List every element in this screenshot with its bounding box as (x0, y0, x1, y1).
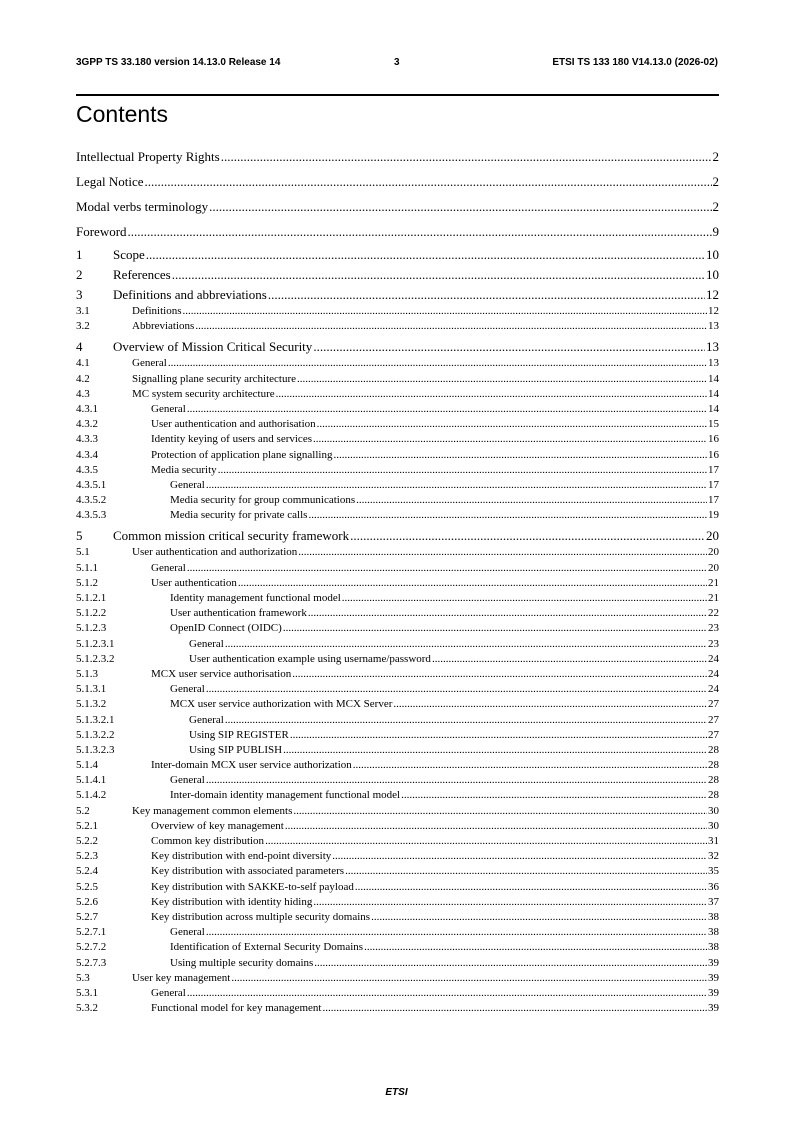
toc-section-number: 4.1 (76, 357, 90, 370)
toc-leader-dots (225, 637, 707, 652)
toc-entry-title: User authentication and authorization (132, 546, 298, 559)
table-of-contents (76, 147, 719, 1016)
toc-entry[interactable] (76, 172, 719, 197)
toc-page-number: 28 (708, 743, 719, 756)
toc-page-number: 36 (708, 880, 719, 893)
toc-entry-title: Key distribution across multiple security domains (151, 910, 371, 923)
toc-entry-title: Using multiple security domains (170, 956, 314, 969)
toc-entry[interactable] (76, 773, 719, 788)
toc-leader-dots (206, 773, 707, 788)
toc-leader-dots (332, 849, 707, 864)
toc-entry[interactable] (76, 758, 719, 773)
toc-leader-dots (187, 561, 707, 576)
toc-leader-dots (308, 508, 707, 523)
toc-leader-dots (353, 758, 707, 773)
toc-leader-dots (313, 339, 705, 354)
toc-section-number: 5.2.7.3 (76, 956, 107, 969)
toc-page-number: 38 (708, 910, 719, 923)
toc-entry[interactable] (76, 304, 719, 319)
toc-leader-dots (355, 880, 707, 895)
toc-section-number: 5.1 (76, 546, 90, 559)
toc-entry[interactable] (76, 895, 719, 910)
toc-page-number: 19 (708, 509, 719, 522)
toc-page-number: 10 (706, 247, 719, 262)
toc-entry-title: General (189, 637, 224, 650)
toc-entry-title: Scope (113, 247, 145, 262)
toc-entry-title: User authentication (151, 576, 237, 589)
toc-leader-dots (225, 713, 707, 728)
toc-page-number: 28 (708, 759, 719, 772)
toc-entry-title: Key distribution with SAKKE-to-self payload (151, 880, 354, 893)
toc-leader-dots (356, 493, 707, 508)
toc-section-number: 5.2.7.1 (76, 926, 107, 939)
toc-section-number: 5.3.1 (76, 986, 98, 999)
toc-page-number: 38 (708, 941, 719, 954)
toc-entry[interactable] (76, 834, 719, 849)
toc-entry[interactable] (76, 147, 719, 172)
toc-page-number: 14 (708, 387, 719, 400)
toc-section-number: 5.1.3.1 (76, 683, 107, 696)
toc-entry-title: General (151, 402, 186, 415)
toc-entry[interactable] (76, 287, 719, 302)
toc-entry[interactable] (76, 508, 719, 523)
toc-entry-title: MCX user service authorisation (151, 667, 292, 680)
toc-page-number: 20 (706, 528, 719, 544)
toc-page-number: 30 (708, 819, 719, 832)
toc-entry[interactable] (76, 880, 719, 895)
toc-section-number: 3.2 (76, 320, 90, 333)
toc-entry-title: Intellectual Property Rights (76, 149, 220, 164)
toc-leader-dots (265, 834, 707, 849)
toc-entry[interactable] (76, 606, 719, 621)
toc-section-number: 5.2 (76, 804, 90, 817)
toc-page-number: 20 (708, 561, 719, 574)
toc-entry-title: MCX user service authorization with MCX Server (170, 698, 393, 711)
toc-section-number: 5.1.2.3.1 (76, 637, 115, 650)
toc-entry[interactable] (76, 788, 719, 803)
toc-entry[interactable] (76, 267, 719, 282)
toc-entry-title: Overview of key management (151, 819, 284, 832)
toc-section-number: 5.1.3.2.3 (76, 743, 115, 756)
header-page-number: 3 (394, 57, 400, 68)
toc-leader-dots (290, 728, 707, 743)
toc-entry[interactable] (76, 463, 719, 478)
toc-entry[interactable] (76, 591, 719, 606)
toc-section-number: 2 (76, 267, 83, 282)
toc-leader-dots (276, 387, 707, 402)
toc-page-number: 9 (712, 224, 719, 239)
toc-leader-dots (283, 743, 707, 758)
toc-entry[interactable] (76, 652, 719, 667)
toc-leader-dots (231, 971, 707, 986)
toc-leader-dots (206, 478, 707, 493)
toc-entry[interactable] (76, 849, 719, 864)
toc-entry[interactable] (76, 417, 719, 432)
toc-page-number: 17 (708, 463, 719, 476)
toc-entry[interactable] (76, 864, 719, 879)
toc-entry[interactable] (76, 432, 719, 447)
toc-page-number: 20 (708, 546, 719, 559)
header-document-id: 3GPP TS 33.180 version 14.13.0 Release 14 (76, 57, 281, 68)
toc-entry-title: User authentication and authorisation (151, 418, 316, 431)
toc-entry[interactable] (76, 197, 719, 222)
toc-leader-dots (221, 147, 712, 167)
page-footer: ETSI (385, 1087, 408, 1098)
toc-entry-title: Protection of application plane signalling (151, 448, 333, 461)
toc-leader-dots (168, 356, 707, 371)
toc-section-number: 5.2.4 (76, 865, 98, 878)
toc-leader-dots (172, 267, 705, 282)
toc-page-number: 22 (708, 607, 719, 620)
toc-entry-title: Using SIP REGISTER (189, 728, 289, 741)
toc-entry-title: User key management (132, 971, 231, 984)
toc-entry-title: Identity management functional model (170, 592, 341, 604)
toc-entry-title: General (151, 561, 186, 574)
toc-leader-dots (401, 788, 707, 803)
toc-entry-title: User authentication framework (170, 607, 307, 620)
toc-section-number: 5.1.3 (76, 667, 98, 680)
toc-entry[interactable] (76, 940, 719, 955)
toc-page-number: 24 (708, 652, 719, 665)
toc-section-number: 1 (76, 247, 83, 262)
toc-page-number: 13 (706, 339, 719, 355)
toc-entry-title: General (189, 713, 224, 726)
toc-entry-title: General (170, 926, 205, 939)
toc-page-number: 12 (706, 287, 719, 302)
toc-page-number: 35 (708, 865, 719, 878)
toc-leader-dots (297, 372, 707, 387)
toc-page-number: 13 (708, 357, 719, 370)
toc-entry[interactable] (76, 925, 719, 940)
toc-entry[interactable] (76, 697, 719, 712)
toc-entry[interactable] (76, 478, 719, 493)
toc-page-number: 31 (708, 835, 719, 847)
toc-leader-dots (283, 621, 707, 636)
toc-entry[interactable] (76, 448, 719, 463)
toc-entry[interactable] (76, 804, 719, 819)
toc-page-number: 37 (708, 895, 719, 908)
toc-page-number: 16 (708, 448, 719, 461)
toc-entry[interactable] (76, 339, 719, 354)
toc-entry-title: Definitions (132, 305, 182, 317)
toc-leader-dots (292, 667, 707, 682)
toc-entry-title: Key management common elements (132, 804, 293, 817)
toc-leader-dots (187, 986, 707, 1001)
toc-section-number: 4.3.3 (76, 433, 98, 446)
toc-page-number: 30 (708, 804, 719, 817)
toc-entry-title: Modal verbs terminology (76, 199, 209, 214)
toc-section-number: 4 (76, 339, 83, 355)
toc-page-number: 28 (708, 774, 719, 787)
toc-entry[interactable] (76, 528, 719, 543)
toc-page-number: 24 (708, 667, 719, 680)
toc-leader-dots (322, 1001, 707, 1016)
toc-entry[interactable] (76, 621, 719, 636)
toc-entry-title: General (151, 986, 186, 999)
toc-entry-title: General (170, 683, 205, 696)
toc-entry-title: OpenID Connect (OIDC) (170, 622, 282, 635)
toc-page-number: 16 (708, 433, 719, 446)
toc-entry-title: Media security (151, 463, 217, 476)
toc-leader-dots (364, 940, 707, 955)
toc-page-number: 38 (708, 926, 719, 939)
toc-section-number: 5.2.7 (76, 910, 98, 923)
toc-entry-title: Inter-domain MCX user service authorization (151, 759, 352, 772)
toc-page-number: 12 (708, 305, 719, 317)
toc-section-number: 5.1.3.2.1 (76, 713, 115, 726)
page-header (76, 57, 718, 71)
toc-entry[interactable] (76, 682, 719, 697)
toc-entry[interactable] (76, 956, 719, 971)
toc-entry[interactable] (76, 561, 719, 576)
toc-leader-dots (128, 222, 712, 242)
toc-leader-dots (350, 528, 705, 543)
toc-page-number: 27 (708, 698, 719, 711)
toc-leader-dots (317, 417, 707, 432)
toc-section-number: 4.3.2 (76, 418, 98, 431)
toc-entry-title: Key distribution with identity hiding (151, 895, 313, 908)
toc-entry[interactable] (76, 819, 719, 834)
toc-page-number: 27 (708, 728, 719, 741)
toc-entry-title: Foreword (76, 224, 127, 239)
toc-section-number: 5.3 (76, 971, 90, 984)
toc-section-number: 5.1.4.1 (76, 774, 107, 787)
toc-section-number: 4.3.1 (76, 402, 98, 415)
toc-leader-dots (183, 304, 708, 319)
toc-section-number: 4.3.5.3 (76, 509, 107, 522)
toc-entry[interactable] (76, 356, 719, 371)
toc-page-number: 21 (708, 592, 719, 604)
toc-entry-title: Key distribution with associated parameters (151, 865, 345, 878)
toc-entry-title: Identification of External Security Domains (170, 941, 364, 954)
toc-entry[interactable] (76, 222, 719, 247)
toc-entry[interactable] (76, 387, 719, 402)
toc-section-number: 5 (76, 528, 83, 544)
toc-page-number: 23 (708, 637, 719, 650)
toc-entry[interactable] (76, 1001, 719, 1016)
title-rule (76, 94, 719, 96)
toc-leader-dots (308, 606, 707, 621)
toc-page-number: 39 (708, 971, 719, 984)
toc-leader-dots (293, 804, 707, 819)
toc-page-number: 2 (712, 149, 719, 164)
toc-section-number: 5.1.4 (76, 759, 98, 772)
toc-entry-title: Inter-domain identity management functional model (170, 789, 401, 802)
toc-page-number: 23 (708, 622, 719, 635)
toc-section-number: 5.1.2 (76, 576, 98, 589)
toc-section-number: 3 (76, 287, 83, 302)
toc-entry[interactable] (76, 713, 719, 728)
toc-leader-dots (218, 463, 707, 478)
toc-entry[interactable] (76, 576, 719, 591)
toc-leader-dots (209, 197, 711, 217)
toc-entry-title: Media security for group communications (170, 494, 356, 507)
toc-section-number: 5.1.3.2 (76, 698, 107, 711)
toc-leader-dots (314, 956, 707, 971)
toc-entry[interactable] (76, 667, 719, 682)
toc-entry[interactable] (76, 247, 719, 262)
toc-entry-title: General (132, 357, 167, 370)
toc-leader-dots (313, 432, 707, 447)
toc-entry-title: General (170, 478, 205, 491)
toc-section-number: 5.1.2.3 (76, 622, 107, 635)
toc-entry-title: Legal Notice (76, 174, 144, 189)
toc-entry[interactable] (76, 971, 719, 986)
toc-leader-dots (238, 576, 707, 591)
toc-leader-dots (432, 652, 707, 667)
toc-entry-title: References (113, 267, 171, 282)
toc-leader-dots (206, 925, 707, 940)
toc-page-number: 21 (708, 576, 719, 589)
toc-section-number: 5.1.2.1 (76, 592, 107, 604)
toc-leader-dots (342, 591, 707, 606)
toc-entry[interactable] (76, 402, 719, 417)
toc-leader-dots (285, 819, 707, 834)
toc-leader-dots (195, 319, 707, 334)
toc-entry-title: Overview of Mission Critical Security (113, 339, 313, 355)
toc-section-number: 5.1.3.2.2 (76, 728, 115, 741)
toc-section-number: 5.2.6 (76, 895, 98, 908)
toc-section-number: 4.3.5.1 (76, 478, 107, 491)
toc-page-number: 10 (706, 267, 719, 282)
toc-entry-title: User authentication example using username/password (189, 652, 431, 665)
toc-page-number: 32 (708, 850, 719, 863)
toc-leader-dots (206, 682, 707, 697)
toc-leader-dots (146, 247, 705, 262)
toc-leader-dots (371, 910, 707, 925)
toc-leader-dots (298, 545, 707, 560)
toc-leader-dots (145, 172, 712, 192)
toc-entry[interactable] (76, 743, 719, 758)
toc-entry-title: MC system security architecture (132, 387, 275, 400)
toc-page-number: 39 (708, 956, 719, 969)
toc-entry-title: Identity keying of users and services (151, 433, 312, 446)
toc-page-number: 17 (708, 494, 719, 507)
toc-section-number: 4.3.4 (76, 448, 98, 461)
toc-entry-title: Key distribution with end-point diversity (151, 850, 332, 863)
toc-section-number: 5.2.1 (76, 819, 98, 832)
toc-entry-title: Media security for private calls (170, 509, 308, 522)
toc-leader-dots (187, 402, 707, 417)
toc-entry-title: Definitions and abbreviations (113, 287, 267, 302)
toc-page-number: 24 (708, 683, 719, 696)
toc-section-number: 5.1.1 (76, 561, 98, 574)
toc-section-number: 5.1.4.2 (76, 789, 107, 802)
toc-page-number: 14 (708, 402, 719, 415)
toc-entry[interactable] (76, 319, 719, 334)
toc-page-number: 17 (708, 478, 719, 491)
toc-leader-dots (268, 287, 705, 302)
toc-leader-dots (333, 448, 707, 463)
toc-section-number: 5.3.2 (76, 1002, 98, 1015)
toc-section-number: 4.2 (76, 372, 90, 385)
toc-page-number: 2 (712, 174, 719, 189)
toc-section-number: 4.3 (76, 387, 90, 400)
toc-entry-title: General (170, 774, 205, 787)
toc-entry[interactable] (76, 493, 719, 508)
toc-leader-dots (345, 864, 707, 879)
toc-page-number: 15 (708, 418, 719, 431)
toc-page-number: 27 (708, 713, 719, 726)
toc-page-number: 39 (708, 1002, 719, 1015)
toc-entry-title: Using SIP PUBLISH (189, 743, 283, 756)
toc-page-number: 13 (708, 320, 719, 333)
toc-entry-title: Functional model for key management (151, 1002, 322, 1015)
toc-entry[interactable] (76, 372, 719, 387)
toc-section-number: 5.2.3 (76, 850, 98, 863)
toc-page-number: 2 (712, 199, 719, 214)
toc-entry-title: Common key distribution (151, 835, 265, 847)
toc-page-number: 14 (708, 372, 719, 385)
toc-leader-dots (393, 697, 707, 712)
toc-entry[interactable] (76, 637, 719, 652)
toc-page-number: 39 (708, 986, 719, 999)
toc-entry[interactable] (76, 545, 719, 560)
toc-section-number: 4.3.5 (76, 463, 98, 476)
toc-entry[interactable] (76, 986, 719, 1001)
toc-section-number: 5.2.5 (76, 880, 98, 893)
toc-entry[interactable] (76, 910, 719, 925)
toc-section-number: 5.2.2 (76, 835, 98, 847)
toc-entry-title: Signalling plane security architecture (132, 372, 297, 385)
toc-section-number: 5.1.2.3.2 (76, 652, 115, 665)
toc-leader-dots (313, 895, 707, 910)
toc-section-number: 5.2.7.2 (76, 941, 107, 954)
header-etsi-id: ETSI TS 133 180 V14.13.0 (2026-02) (552, 57, 718, 68)
toc-section-number: 5.1.2.2 (76, 607, 107, 620)
toc-entry-title: Abbreviations (132, 320, 195, 333)
toc-entry[interactable] (76, 728, 719, 743)
toc-entry-title: Common mission critical security framework (113, 528, 350, 544)
toc-page-number: 28 (708, 789, 719, 802)
toc-section-number: 3.1 (76, 305, 90, 317)
toc-section-number: 4.3.5.2 (76, 494, 107, 507)
page-title: Contents (76, 101, 169, 127)
